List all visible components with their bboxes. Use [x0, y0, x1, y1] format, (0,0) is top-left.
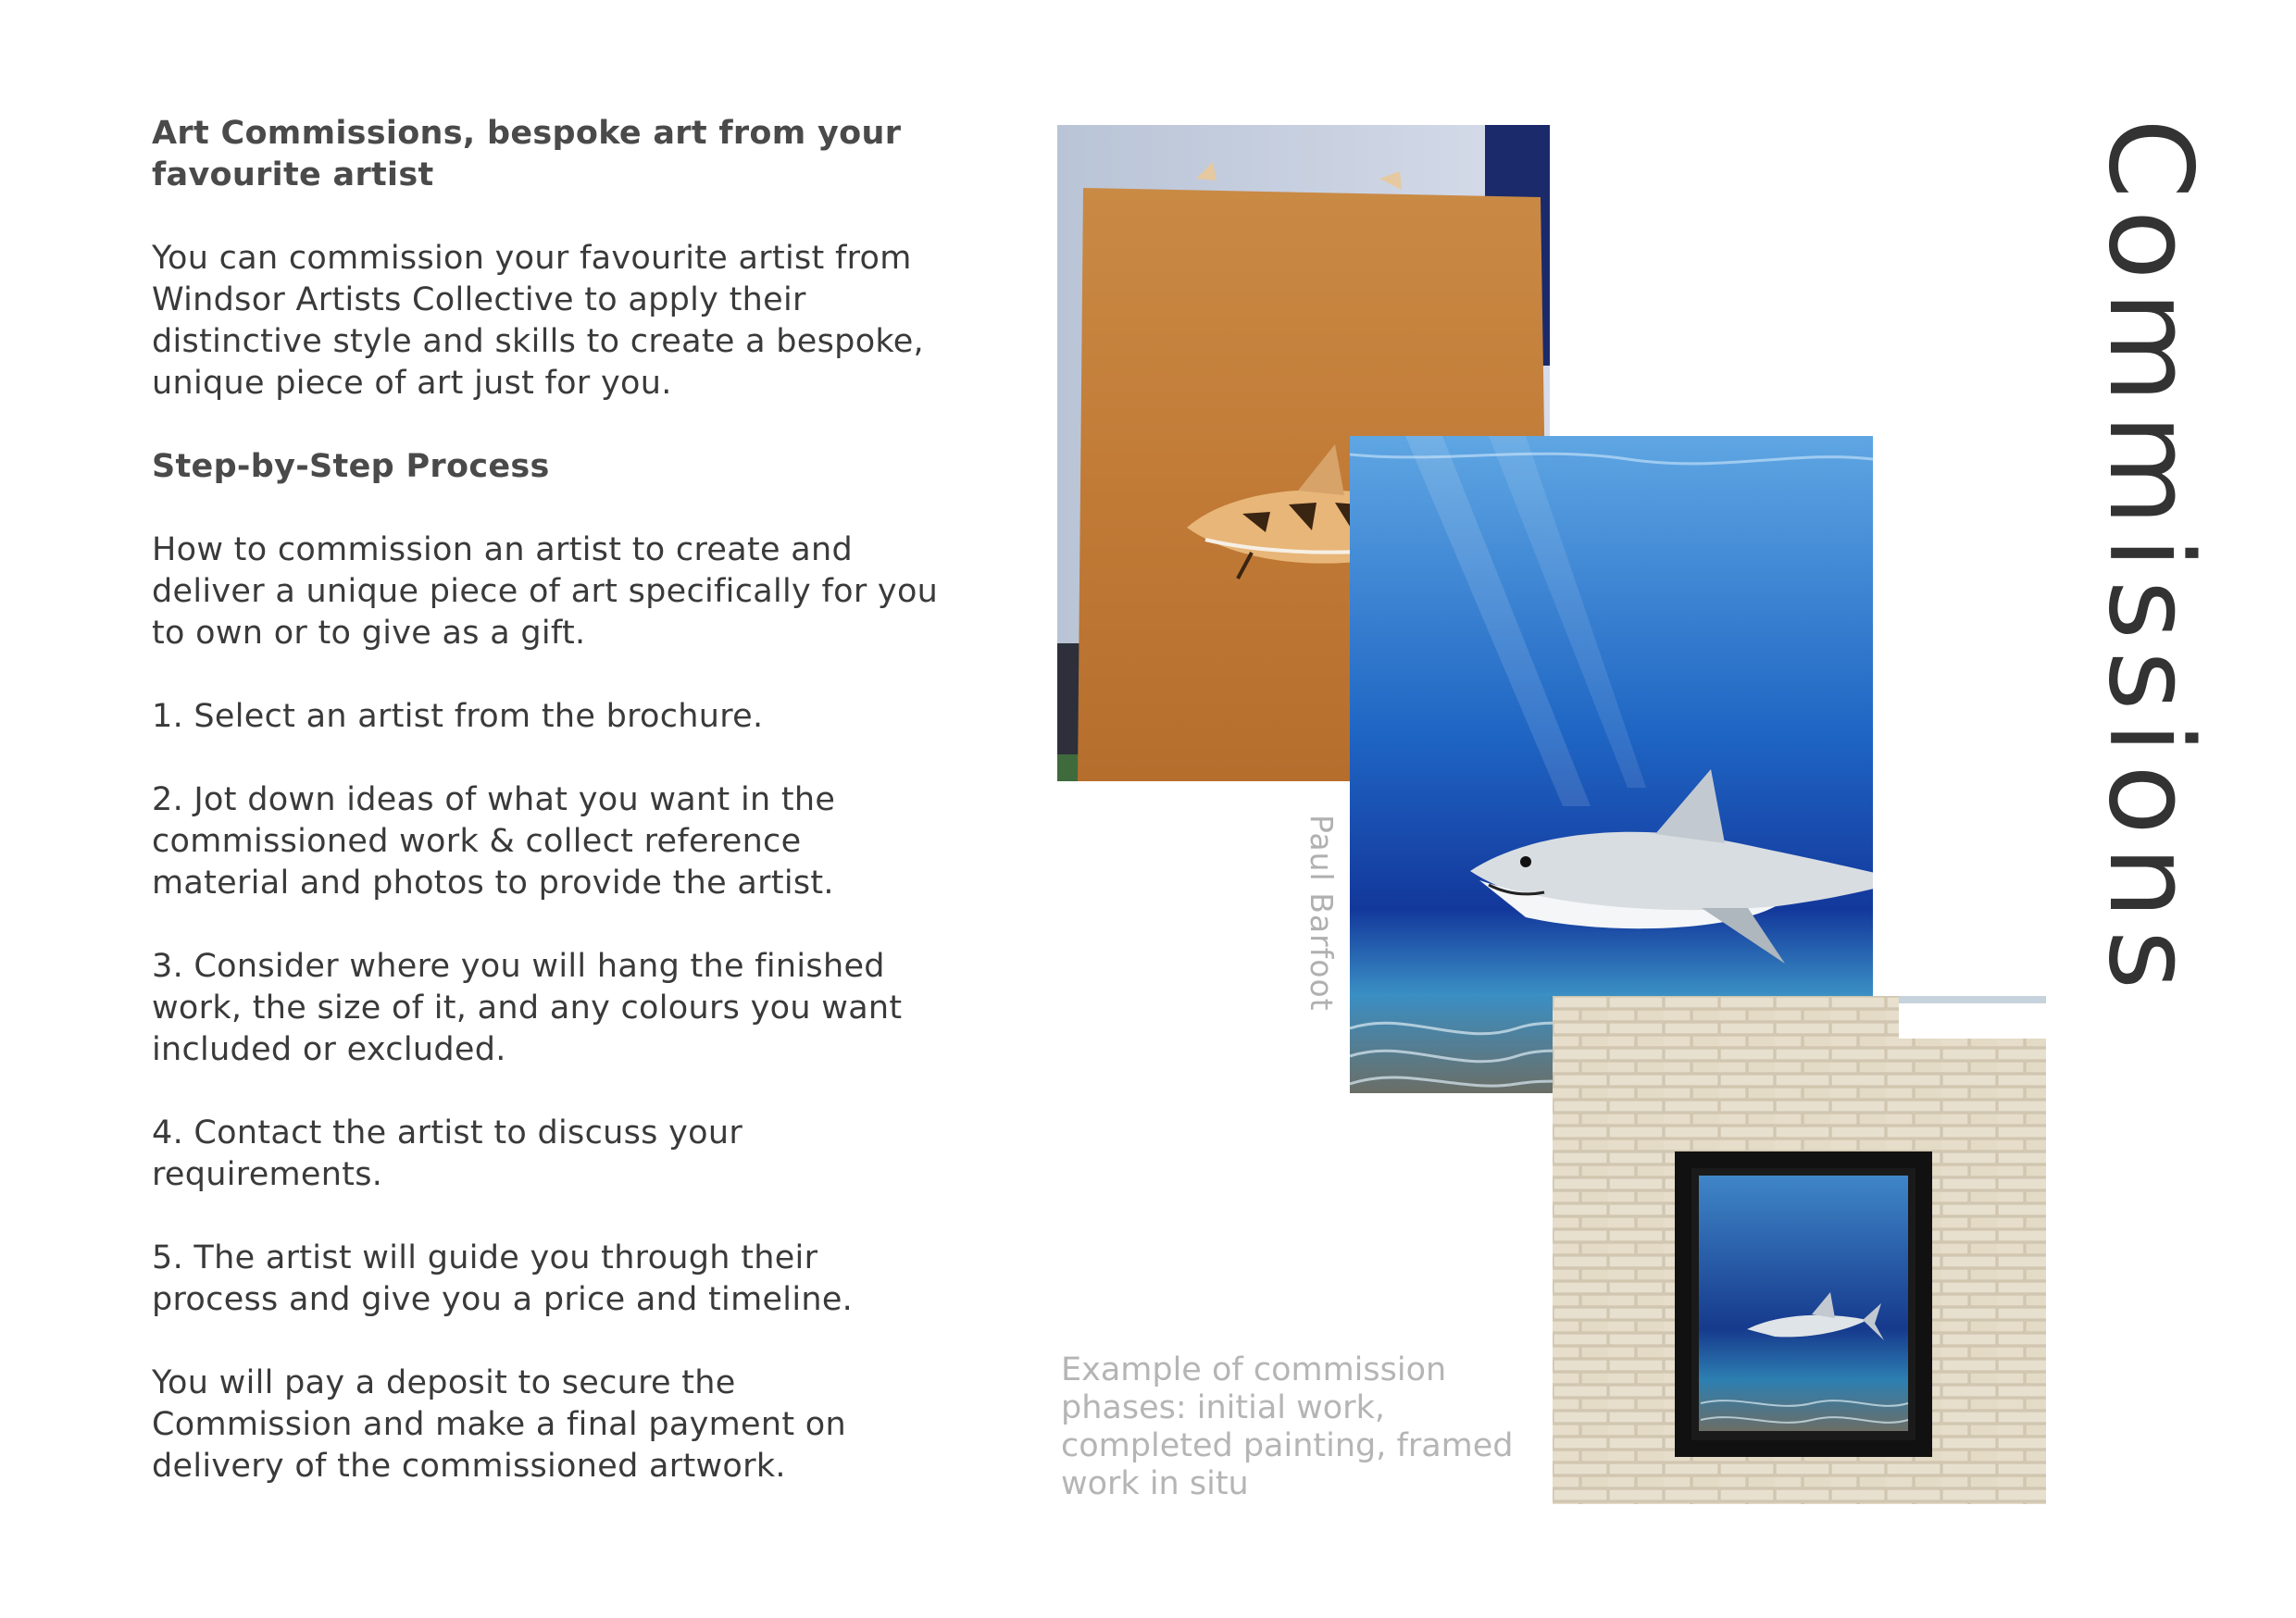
text-column: [152, 113, 939, 1529]
gallery-caption: Example of commission phases: initial work, completed painting, framed work in situ: [1061, 1351, 1514, 1502]
process-title: Step-by-Step Process: [152, 448, 550, 485]
step-1: 1. Select an artist from the brochure.: [152, 698, 764, 735]
step-2: 2. Jot down ideas of what you want in the commissioned work & collect reference material and photos to provide the artist.: [152, 781, 836, 902]
closing-text: You will pay a deposit to secure the Commission and make a final payment on delivery of the commissioned artwork.: [152, 1364, 847, 1485]
step-4: 4. Contact the artist to discuss your requirements.: [152, 1114, 743, 1193]
step-3: 3. Consider where you will hang the finished work, the size of it, and any colours you want included or excluded.: [152, 948, 903, 1068]
process-intro: How to commission an artist to create and deliver a unique piece of art specifically for you to own or to give as a gift.: [152, 531, 939, 652]
artist-name: Paul Barfoot: [1304, 815, 1340, 1012]
intro-body: You can commission your favourite artist from Windsor Artists Collective to apply their distinctive style and skills to create a bespoke, unique piece of art just for you.: [152, 240, 924, 402]
shark-underwater-painting-icon: [1350, 436, 1873, 1093]
framed-shark-on-brick-wall-icon: [1553, 996, 2046, 1504]
page-heading: Commissions: [2083, 118, 2216, 1002]
intro-title: Art Commissions, bespoke art from your favourite artist: [152, 115, 902, 193]
photo-completed-painting: [1350, 436, 1873, 1093]
step-5: 5. The artist will guide you through their process and give you a price and timeline.: [152, 1239, 854, 1318]
photo-framed-work-in-situ: [1553, 996, 2046, 1504]
